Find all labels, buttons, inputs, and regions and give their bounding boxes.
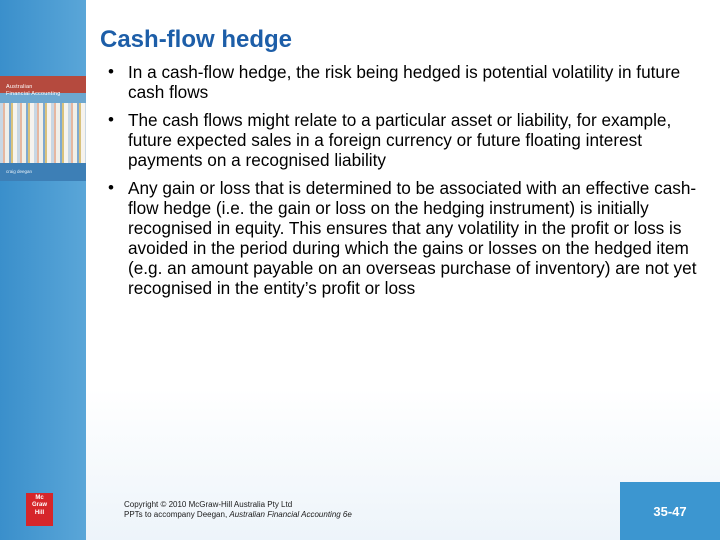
copyright-line: Copyright © 2010 McGraw-Hill Australia Pty Ltd bbox=[124, 500, 293, 509]
footer-text bbox=[124, 500, 352, 520]
bullet-dot-icon: • bbox=[108, 178, 114, 197]
bullet-dot-icon: • bbox=[108, 62, 114, 81]
mcgraw-hill-logo: Mc Graw Hill bbox=[26, 493, 53, 526]
book-cover-image bbox=[0, 76, 86, 181]
book-cover-title: Australian Financial Accounting bbox=[6, 84, 61, 97]
page-number-box bbox=[620, 482, 720, 540]
ppt-line: PPTs to accompany Deegan, Australian Financial Accounting 6e bbox=[124, 510, 352, 519]
slide-title: Cash-flow hedge bbox=[100, 26, 293, 53]
bullet-item: • Any gain or loss that is determined to be associated with an effective cash-flow hedge (i.e. the gain or loss on the hedging instrument) is initially recognised in equity. This ensures that any volatility in the profit or loss is avoided in the period during which the gains or losses on the hedged item (e.g. an amount payable on an overseas purchase of inventory) are not yet recognised in the entity’s profit or loss bbox=[108, 178, 697, 298]
page-number: 35-47 bbox=[653, 503, 687, 519]
bullet-list bbox=[100, 62, 700, 306]
bullet-item: • The cash flows might relate to a particular asset or liability, for example, future expected sales in a foreign currency or future floating interest payments on a recognised liability bbox=[108, 110, 672, 170]
bullet-dot-icon: • bbox=[108, 110, 114, 129]
bullet-item: • In a cash-flow hedge, the risk being hedged is potential volatility in future cash flows bbox=[108, 62, 681, 102]
book-cover-author: craig deegan bbox=[6, 169, 33, 174]
